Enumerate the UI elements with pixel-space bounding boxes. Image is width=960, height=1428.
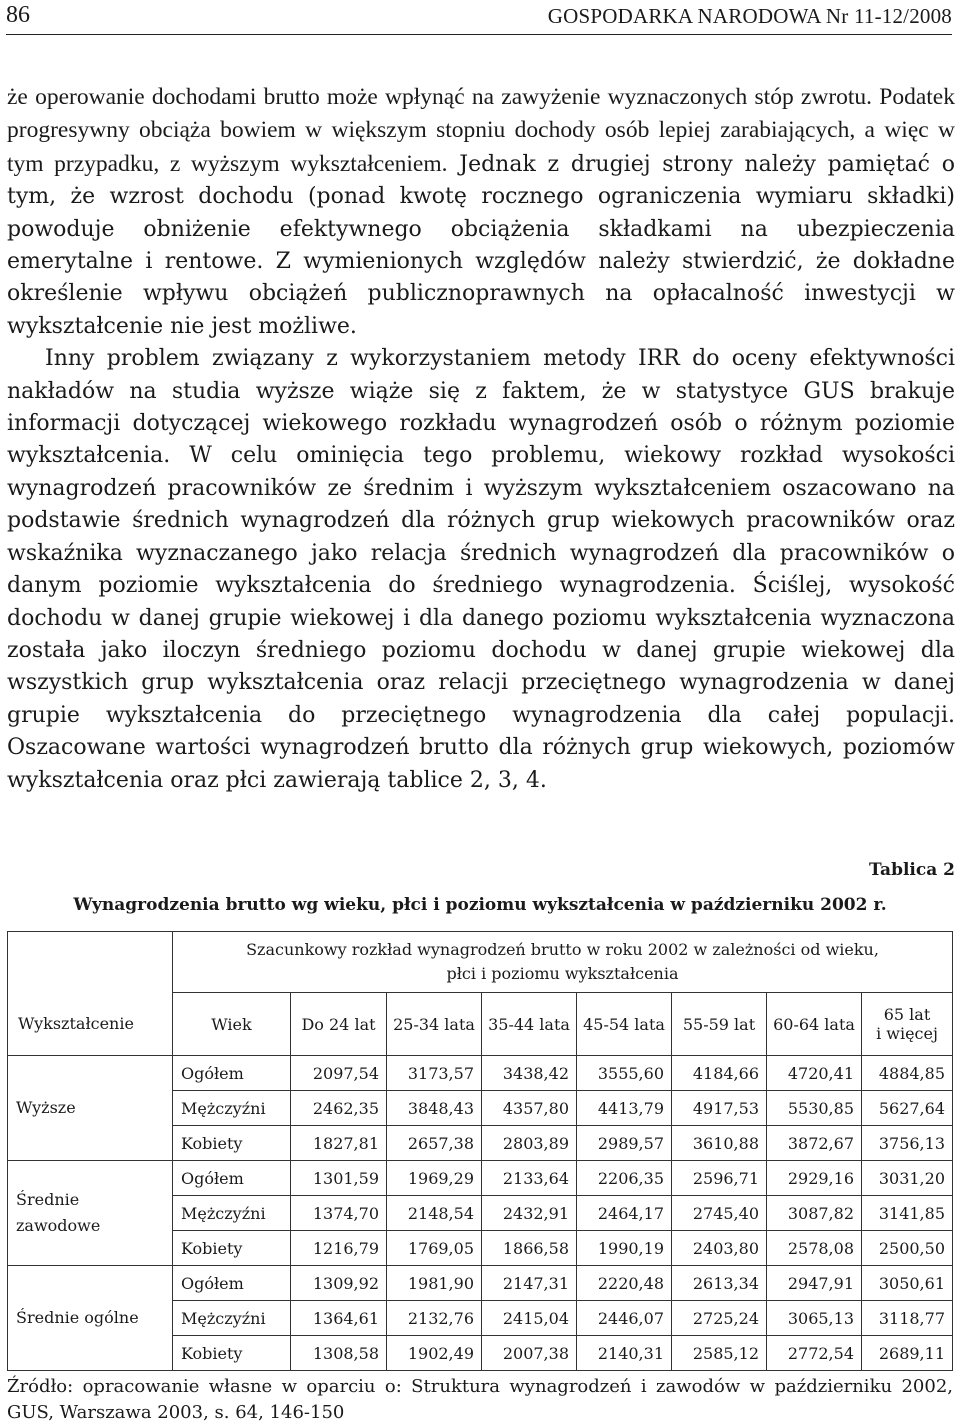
paragraph-1-lead: że operowanie dochodami brutto może wpłynąć na zawyżenie wyznaczonych stóp zwrotu. Podatek progresywny obciąża bowiem w większym stopniu dochody osób lepiej zarabiających, a więc w tym przypadku, z wyższym wykształceniem.: [7, 84, 955, 177]
wage-value-cell: 1364,61: [291, 1301, 387, 1336]
body-text: [7, 81, 955, 797]
table-caption: [173, 932, 953, 993]
wage-value-cell: 3031,20: [862, 1161, 953, 1196]
wage-value-cell: 4413,79: [577, 1091, 672, 1126]
wage-value-cell: 3610,88: [672, 1126, 767, 1161]
wage-value-cell: 2097,54: [291, 1056, 387, 1091]
sex-cell: Ogółem: [173, 1056, 291, 1091]
wage-value-cell: 2585,12: [672, 1336, 767, 1371]
wage-value-cell: 4884,85: [862, 1056, 953, 1091]
wage-value-cell: 1769,05: [387, 1231, 482, 1266]
wage-value-cell: 4917,53: [672, 1091, 767, 1126]
header-education: Wykształcenie: [8, 993, 173, 1056]
wage-value-cell: 5530,85: [767, 1091, 862, 1126]
education-level-line-1: Średnie: [16, 1190, 80, 1209]
wage-value-cell: 2132,76: [387, 1301, 482, 1336]
education-level-line-1: Wyższe: [16, 1098, 76, 1117]
sex-cell: Mężczyźni: [173, 1301, 291, 1336]
header-age-group: 45-54 lata: [577, 993, 672, 1056]
wage-table: [7, 931, 953, 1371]
sex-cell: Mężczyźni: [173, 1091, 291, 1126]
sex-cell: Kobiety: [173, 1126, 291, 1161]
paragraph-1: [7, 81, 955, 343]
source-note: Źródło: opracowanie własne w oparciu o: Struktura wynagrodzeń i zawodów w październiku 2002, GUS, Warszawa 2003, s. 64, 146-150: [7, 1376, 953, 1423]
wage-value-cell: 3438,42: [482, 1056, 577, 1091]
wage-value-cell: 2989,57: [577, 1126, 672, 1161]
wage-value-cell: 2500,50: [862, 1231, 953, 1266]
wage-value-cell: 3872,67: [767, 1126, 862, 1161]
wage-value-cell: 2689,11: [862, 1336, 953, 1371]
wage-value-cell: 3173,57: [387, 1056, 482, 1091]
wage-value-cell: 2725,24: [672, 1301, 767, 1336]
wage-value-cell: 2772,54: [767, 1336, 862, 1371]
header-age-group: 25-34 lata: [387, 993, 482, 1056]
table-body: [8, 1056, 953, 1371]
wage-value-cell: 2803,89: [482, 1126, 577, 1161]
wage-value-cell: 2596,71: [672, 1161, 767, 1196]
wage-value-cell: 2220,48: [577, 1266, 672, 1301]
header-age-last-line-2: i więcej: [876, 1024, 938, 1043]
wage-value-cell: 1216,79: [291, 1231, 387, 1266]
header-age-group-last: [862, 993, 953, 1056]
wage-value-cell: 2929,16: [767, 1161, 862, 1196]
wage-value-cell: 2140,31: [577, 1336, 672, 1371]
wage-value-cell: 2745,40: [672, 1196, 767, 1231]
table-row: [8, 1056, 953, 1091]
wage-value-cell: 3141,85: [862, 1196, 953, 1231]
wage-value-cell: 3087,82: [767, 1196, 862, 1231]
table-row: [8, 1266, 953, 1301]
wage-value-cell: 2403,80: [672, 1231, 767, 1266]
paragraph-2: Inny problem związany z wykorzystaniem metody IRR do oceny efektywności nakładów na studia wyższe wiąże się z faktem, że w statystyce GUS brakuje informacji dotyczącej wiekowego rozkładu wynagrodzeń osób o różnym poziomie wykształcenia. W celu ominięcia tego problemu, wiekowy rozkład wysokości wynagrodzeń pracowników ze średnim i wyższym wykształceniem oszacowano na podstawie średnich wynagrodzeń dla różnych grup wiekowych pracowników oraz wskaźnika wyznaczanego jako relacja średnich wynagrodzeń dla pracowników o danym poziomie wykształcenia do średniego wynagrodzenia. Ściślej, wysokość dochodu w danej grupie wiekowej i dla danego poziomu wykształcenia wyznaczona została jako iloczyn średniego poziomu dochodu w danej grupie wiekowej dla wszystkich grup wykształcenia oraz relacji przeciętnego wynagrodzenia w danej grupie wykształcenia do przeciętnego wynagrodzenia dla całej populacji. Oszacowane wartości wynagrodzeń brutto dla różnych grup wiekowych, poziomów wykształcenia oraz płci zawierają tablice 2, 3, 4.: [7, 346, 955, 793]
wage-value-cell: 2415,04: [482, 1301, 577, 1336]
wage-value-cell: 1374,70: [291, 1196, 387, 1231]
wage-value-cell: 4720,41: [767, 1056, 862, 1091]
header-age-group: Do 24 lat: [291, 993, 387, 1056]
wage-value-cell: 1981,90: [387, 1266, 482, 1301]
wage-value-cell: 2206,35: [577, 1161, 672, 1196]
wage-value-cell: 1309,92: [291, 1266, 387, 1301]
sex-cell: Kobiety: [173, 1231, 291, 1266]
page-header: [6, 0, 952, 32]
header-rule: [6, 34, 952, 35]
header-age-group: 35-44 lata: [482, 993, 577, 1056]
sex-cell: Kobiety: [173, 1336, 291, 1371]
table-caption-line-1: Szacunkowy rozkład wynagrodzeń brutto w roku 2002 w zależności od wieku,: [246, 940, 879, 959]
wage-value-cell: 2148,54: [387, 1196, 482, 1231]
sex-cell: Ogółem: [173, 1266, 291, 1301]
table-caption-line-2: płci i poziomu wykształcenia: [446, 964, 679, 983]
sex-cell: Ogółem: [173, 1161, 291, 1196]
page-number: 86: [6, 2, 30, 28]
wage-value-cell: 3756,13: [862, 1126, 953, 1161]
wage-value-cell: 1990,19: [577, 1231, 672, 1266]
education-level-line-1: Średnie ogólne: [16, 1308, 139, 1327]
wage-value-cell: 2007,38: [482, 1336, 577, 1371]
education-level-cell: [8, 1056, 173, 1161]
wage-value-cell: 1827,81: [291, 1126, 387, 1161]
wage-value-cell: 2613,34: [672, 1266, 767, 1301]
wage-value-cell: 3555,60: [577, 1056, 672, 1091]
wage-value-cell: 2464,17: [577, 1196, 672, 1231]
wage-value-cell: 2432,91: [482, 1196, 577, 1231]
wage-value-cell: 4184,66: [672, 1056, 767, 1091]
wage-value-cell: 3065,13: [767, 1301, 862, 1336]
wage-value-cell: 2578,08: [767, 1231, 862, 1266]
table-title: Wynagrodzenia brutto wg wieku, płci i poziomu wykształcenia w październiku 2002 r.: [73, 895, 887, 915]
education-level-line-2: zawodowe: [16, 1216, 101, 1235]
wage-value-cell: 1866,58: [482, 1231, 577, 1266]
table-number: Tablica 2: [869, 860, 955, 880]
wage-value-cell: 2657,38: [387, 1126, 482, 1161]
wage-value-cell: 2133,64: [482, 1161, 577, 1196]
table-corner-blank: [8, 932, 173, 993]
wage-value-cell: 3050,61: [862, 1266, 953, 1301]
header-sex: Wiek: [173, 993, 291, 1056]
wage-value-cell: 4357,80: [482, 1091, 577, 1126]
wage-value-cell: 1301,59: [291, 1161, 387, 1196]
wage-value-cell: 1969,29: [387, 1161, 482, 1196]
education-level-cell: [8, 1161, 173, 1266]
education-level-cell: [8, 1266, 173, 1371]
wage-value-cell: 2147,31: [482, 1266, 577, 1301]
wage-value-cell: 1902,49: [387, 1336, 482, 1371]
wage-value-cell: 5627,64: [862, 1091, 953, 1126]
wage-value-cell: 2462,35: [291, 1091, 387, 1126]
header-age-last-line-1: 65 lat: [883, 1005, 931, 1024]
wage-value-cell: 2947,91: [767, 1266, 862, 1301]
wage-value-cell: 1308,58: [291, 1336, 387, 1371]
paragraph-1-rest: Jednak z drugiej strony należy pamiętać o tym, że wzrost dochodu (ponad kwotę rocznego ograniczenia wymiaru składki) powoduje obniżenie efektywnego obciążenia składkami na ubezpieczenia emerytalne i rentowe. Z wymienionych względów należy stwierdzić, że dokładne określenie wpływu obciążeń publicznoprawnych na opłacalność inwestycji w wykształcenie nie jest możliwe.: [7, 151, 955, 339]
header-age-group: 55-59 lat: [672, 993, 767, 1056]
wage-value-cell: 2446,07: [577, 1301, 672, 1336]
sex-cell: Mężczyźni: [173, 1196, 291, 1231]
journal-title: GOSPODARKA NARODOWA Nr 11-12/2008: [547, 4, 952, 28]
wage-value-cell: 3118,77: [862, 1301, 953, 1336]
table-row: [8, 1161, 953, 1196]
wage-value-cell: 3848,43: [387, 1091, 482, 1126]
header-age-group: 60-64 lata: [767, 993, 862, 1056]
